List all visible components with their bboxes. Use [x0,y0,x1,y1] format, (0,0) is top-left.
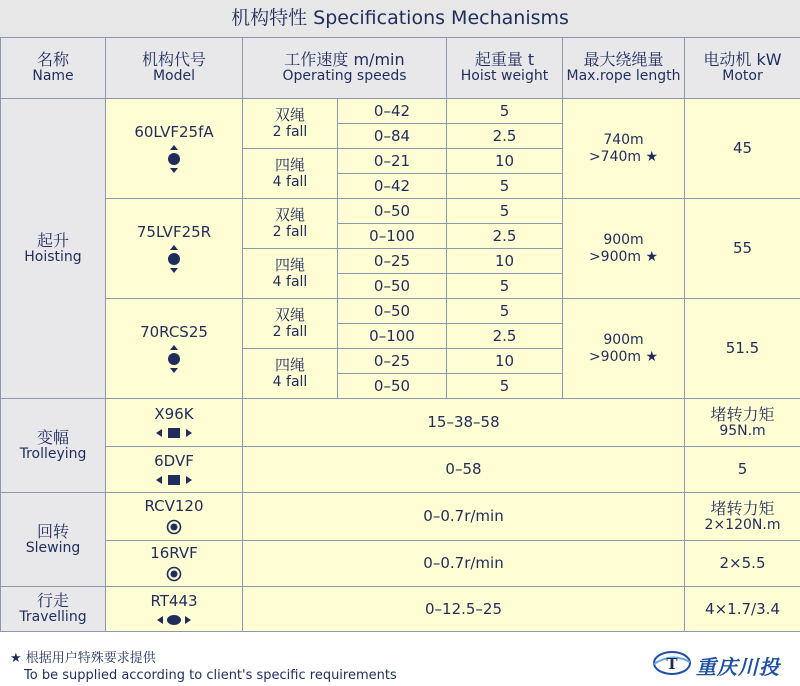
weight-cell: 5 [447,99,563,124]
table-row [1,99,800,124]
speed-cell: 0–21 [338,149,447,174]
speed-cell: 0–100 [338,324,447,349]
weight-cell: 5 [447,274,563,299]
fall-2: 双绳 2 fall [243,299,338,349]
motor-cell: 51.5 [685,299,800,399]
weight-cell: 5 [447,374,563,399]
category-slewing: 回转 Slewing [1,493,106,587]
weight-cell: 10 [447,249,563,274]
speed-cell: 0–12.5–25 [243,587,685,632]
rope-cell: 740m >740m ★ [563,99,685,199]
speed-cell: 15–38–58 [243,399,685,447]
speed-cell: 0–25 [338,249,447,274]
speed-cell: 0–84 [338,124,447,149]
speed-cell: 0–50 [338,374,447,399]
header-name: 名称 Name [1,38,106,99]
footnote-en: To be supplied according to client's specific requirements [24,668,397,683]
table-row [1,447,800,493]
speed-cell: 0–42 [338,174,447,199]
hoist-updown-icon [167,345,181,373]
weight-cell: 5 [447,174,563,199]
motor-cell: 55 [685,199,800,299]
category-travelling: 行走 Travelling [1,587,106,632]
rope-cell: 900m >900m ★ [563,299,685,399]
rope-cell: 900m >900m ★ [563,199,685,299]
weight-cell: 5 [447,299,563,324]
speed-cell: 0–58 [243,447,685,493]
model-cell: X96K [106,399,243,447]
table-row [1,399,800,447]
weight-cell: 10 [447,149,563,174]
speed-cell: 0–50 [338,274,447,299]
table-header-row [1,38,800,99]
motor-cell: 堵转力矩 2×120N.m [685,493,800,541]
speed-cell: 0–50 [338,199,447,224]
specifications-table [0,37,800,632]
fall-4: 四绳 4 fall [243,149,338,199]
speed-cell: 0–50 [338,299,447,324]
header-model: 机构代号 Model [106,38,243,99]
motor-cell: 4×1.7/3.4 [685,587,800,632]
model-cell: 6DVF [106,447,243,493]
weight-cell: 10 [447,349,563,374]
trolley-leftright-icon [156,474,192,486]
table-row [1,541,800,587]
logo-mark-icon [652,650,692,676]
motor-cell: 2×5.5 [685,541,800,587]
motor-cell: 5 [685,447,800,493]
slewing-rotate-icon [166,566,182,582]
weight-cell: 2.5 [447,324,563,349]
table-row [1,587,800,632]
table-row [1,299,800,324]
trolley-leftright-icon [156,427,192,439]
weight-cell: 2.5 [447,124,563,149]
hoist-updown-icon [167,145,181,173]
weight-cell: 5 [447,199,563,224]
motor-cell: 45 [685,99,800,199]
fall-2: 双绳 2 fall [243,199,338,249]
footnote-zh: ★ 根据用户特殊要求提供 [10,651,156,666]
header-speed: 工作速度 m/min Operating speeds [243,38,447,99]
speed-cell: 0–42 [338,99,447,124]
page-title: 机构特性 Specifications Mechanisms [0,0,800,38]
speed-cell: 0–25 [338,349,447,374]
table-row [1,493,800,541]
category-trolleying: 变幅 Trolleying [1,399,106,493]
category-hoisting: 起升 Hoisting [1,99,106,399]
model-cell: 60LVF25fA [106,99,243,199]
speed-cell: 0–100 [338,224,447,249]
slewing-rotate-icon [166,519,182,535]
hoist-updown-icon [167,245,181,273]
fall-4: 四绳 4 fall [243,349,338,399]
weight-cell: 2.5 [447,224,563,249]
motor-cell: 堵转力矩 95N.m [685,399,800,447]
fall-4: 四绳 4 fall [243,249,338,299]
model-cell: 16RVF [106,541,243,587]
header-motor: 电动机 kW Motor [685,38,800,99]
model-cell: RCV120 [106,493,243,541]
company-logo [652,650,792,678]
fall-2: 双绳 2 fall [243,99,338,149]
model-cell: 75LVF25R [106,199,243,299]
speed-cell: 0–0.7r/min [243,541,685,587]
footnote [10,650,397,684]
model-cell: 70RCS25 [106,299,243,399]
header-weight: 起重量 t Hoist weight [447,38,563,99]
travel-leftright-icon [157,614,191,626]
table-row [1,199,800,224]
speed-cell: 0–0.7r/min [243,493,685,541]
header-rope: 最大绕绳量 Max.rope length [563,38,685,99]
logo-text: 重庆川投 [696,655,780,679]
model-cell: RT443 [106,587,243,632]
svg-text:T: T [666,655,678,673]
